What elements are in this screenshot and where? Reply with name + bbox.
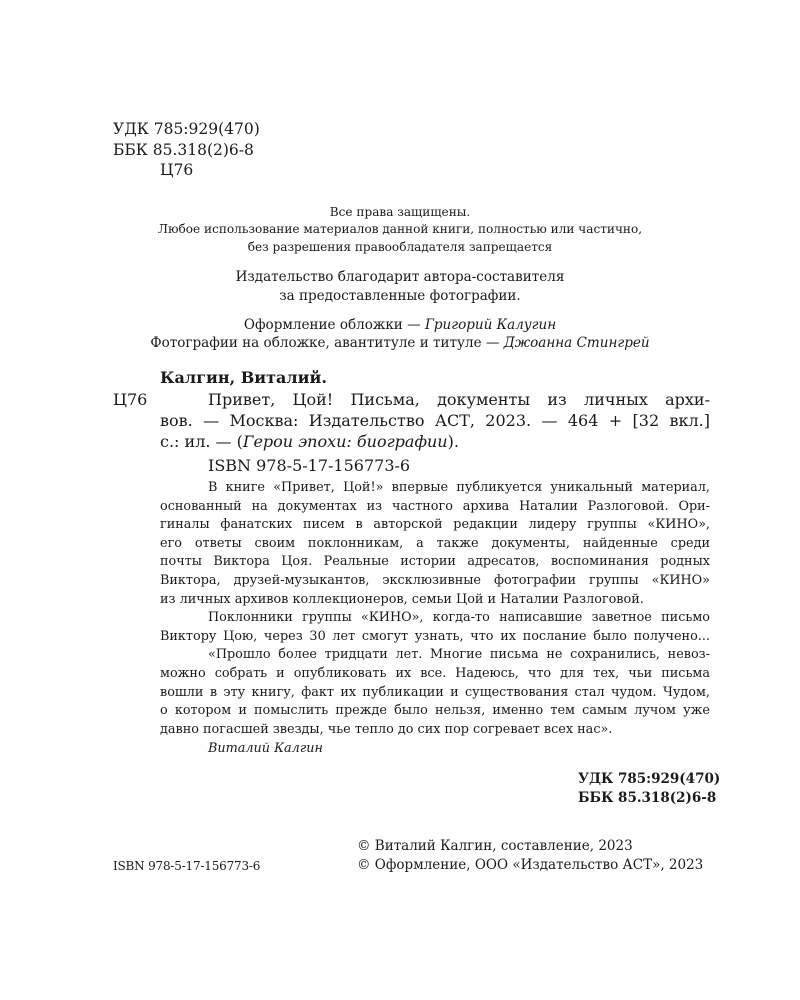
- author-mark: Ц76: [160, 161, 194, 179]
- annotation-line: Поклонники группы «КИНО», когда-то написавшие заветное письмо: [208, 610, 710, 626]
- annotation-signature: Виталий Калгин: [208, 741, 323, 756]
- annotation-line: почты Виктора Цоя. Реальные истории адресатов, воспоминания родных: [160, 554, 710, 570]
- catalog-line-3: с.: ил. — (Герои эпохи: биографии).: [160, 432, 459, 451]
- photographer-name: Джоанна Стингрей: [503, 335, 650, 351]
- rights-line-2: Любое использование материалов данной книги, полностью или частично,: [157, 222, 643, 236]
- annotation-line: из личных архивов коллекционеров, семьи Цой и Наталии Разлоговой.: [160, 591, 644, 607]
- photos-label: Фотографии на обложке, авантитуле и титуле —: [150, 335, 504, 351]
- cover-design-label: Оформление обложки —: [243, 317, 425, 333]
- annotation-line: его ответы своим поклонникам, а также документы, найденные среди: [160, 535, 710, 551]
- annotation-line: основанный на документах из частного архива Наталии Разлоговой. Ори-: [160, 498, 710, 514]
- annotation-line: В книге «Привет, Цой!» впервые публикуется уникальный материал,: [208, 480, 710, 495]
- annotation-line: Виктору Цою, через 30 лет смогут узнать, что их послание было получено...: [160, 628, 710, 644]
- photos-credit: [0, 334, 800, 353]
- annotation-line: гиналы фанатских писем в авторской редакции лидеру группы «КИНО»,: [160, 517, 710, 533]
- catalog-author-mark: Ц76: [113, 390, 148, 409]
- catalog-isbn: ISBN 978-5-17-156773-6: [208, 456, 411, 475]
- copyright-compilation: © Виталий Калгин, составление, 2023: [357, 838, 633, 854]
- bbk-code-bottom: ББК 85.318(2)6-8: [578, 790, 717, 806]
- udk-code-bottom: УДК 785:929(470): [578, 771, 721, 787]
- annotation-line: «Прошло более тридцати лет. Многие письма не сохранились, невоз-: [208, 647, 710, 663]
- annotation-line: можно собрать и опубликовать их все. Надеюсь, что для тех, чьи письма: [160, 666, 710, 681]
- copyright-design: © Оформление, ООО «Издательство АСТ», 2023: [357, 857, 704, 873]
- footer-isbn: ISBN 978-5-17-156773-6: [113, 859, 261, 873]
- udk-code: УДК 785:929(470): [113, 120, 260, 138]
- cover-designer-name: Григорий Калугин: [424, 317, 557, 333]
- catalog-line-2: вов. — Москва: Издательство АСТ, 2023. — 464 + [32 вкл.]: [160, 411, 710, 430]
- annotation-line: вошли в эту книгу, факт их публикации и существования стал чудом. Чудом,: [160, 684, 710, 700]
- thanks-line-2: за предоставленные фотографии.: [279, 288, 521, 304]
- bbk-code: ББК 85.318(2)6-8: [113, 141, 254, 159]
- series-name: Герои эпохи: биографии: [242, 432, 448, 451]
- thanks-line-1: Издательство благодарит автора-составителя: [235, 269, 565, 285]
- annotation-line: давно погасшей звезды, чье тепло до сих пор согревает всех нас».: [160, 721, 613, 737]
- catalog-line-1: Привет, Цой! Письма, документы из личных архи-: [208, 390, 710, 409]
- rights-line-3: без разрешения правообладателя запрещается: [247, 240, 553, 254]
- rights-line-1: Все права защищены.: [329, 205, 471, 219]
- cover-design-credit: [0, 316, 800, 335]
- annotation-line: о котором и помыслить прежде было нельзя, именно тем самым лучом уже: [160, 703, 710, 719]
- annotation-line: Виктора, друзей-музыкантов, эксклюзивные фотографии группы «КИНО»: [160, 573, 710, 588]
- catalog-author-heading: Калгин, Виталий.: [160, 368, 327, 387]
